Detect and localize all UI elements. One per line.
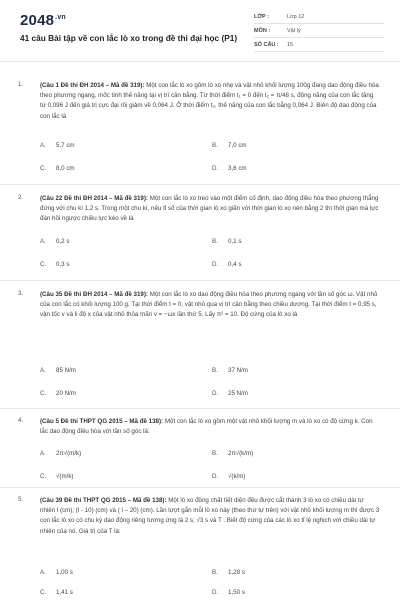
option-a[interactable]: A. 5,7 cm — [40, 142, 75, 149]
question-stem: (Câu 5 Đề thi THPT QG 2015 – Mã đề 138): Một con lắc lò xo gồm một vật nhỏ khối lượng m và lò xo có độ cứng k. Con lắc dao động điều hòa với tần số góc là: — [40, 418, 373, 436]
option-b[interactable]: B. 37 N/m — [212, 367, 248, 374]
document-meta — [254, 10, 384, 52]
option-a[interactable]: A. 2π√(m/k) — [40, 450, 82, 457]
question-divider — [0, 487, 400, 488]
option-b[interactable]: B. 7,0 cm — [212, 142, 247, 149]
meta-row-count: SỐ CÂU : 15 — [254, 38, 384, 52]
question-divider — [0, 184, 400, 185]
document-title: 41 câu Bài tập về con lắc lò xo trong đề thi đại học (P1) — [20, 33, 238, 43]
question-5: 5. (Câu 39 Đề thi THPT QG 2015 – Mã đề 138): Một lò xo đồng chất tiết diện đều được cắt thành 3 lò xo có chiều dài tự nhiên l (cm); (l - 10) (cm) và ( l – 20) (cm). Lần lượt gắn mỗi lò xo này (theo thứ tự trên) với vật nhỏ khối lượng m thì được 3 con lắc lò xo có chu kỳ dao động riêng tương ứng là 2 s; √3 s và T . Biết độ cứng của các lò xo tỉ lệ nghịch với chiều dài tự nhiên của nó. Giá trị của T là: A. 1,00 s B. 1,28 s C. 1,41 s D. 1,50 s — [18, 496, 380, 596]
option-d[interactable]: D. √(k/m) — [212, 473, 246, 480]
question-stem: (Câu 39 Đề thi THPT QG 2015 – Mã đề 138): Một lò xo đồng chất tiết diện đều được cắt thành 3 lò xo có chiều dài tự nhiên l (cm); (l - 10) (cm) và ( l – 20) (cm). Lần lượt gắn mỗi lò xo này (theo thứ tự trên) với vật nhỏ khối lượng m thì được 3 con lắc lò xo có chu kỳ dao động riêng tương ứng là 2 s; √3 s và T . Biết độ cứng của các lò xo tỉ lệ nghịch với chiều dài tự nhiên của nó. Giá trị của T là: — [40, 497, 380, 535]
option-c[interactable]: C. √(m/k) — [40, 473, 74, 480]
question-2: 2. (Câu 22 Đề thi ĐH 2014 – Mã đề 319): Một con lắc lò xo treo vào một điểm cố định, dao động điều hòa theo phương thẳng đứng với chu kì 1,2 s. Trong một chu kì, nếu tỉ số của thời gian lò xo giãn với thời gian lò xo nén bằng 2 thì thời gian mà lực đàn hồi ngược chiều lực kéo về là A. 0,2 s B. 0,1 s C. 0,3 s D. 0,4 s — [18, 194, 379, 268]
meta-row-class: LỚP : Lớp 12 — [254, 10, 384, 24]
option-c[interactable]: C. 0,3 s — [40, 261, 70, 268]
question-divider — [0, 280, 400, 281]
question-divider — [0, 408, 400, 409]
option-b[interactable]: B. 1,28 s — [212, 569, 245, 576]
option-d[interactable]: D. 25 N/m — [212, 390, 248, 397]
option-a[interactable]: A. 0,2 s — [40, 238, 70, 245]
option-b[interactable]: B. 0,1 s — [212, 238, 242, 245]
question-1: 1. (Câu 1 Đề thi ĐH 2014 – Mã đề 319): Một con lắc lò xo gồm lò xo nhẹ và vật nhỏ khối lượng 100g đang dao động điều hòa theo phương ngang, mốc tính thế năng tại vị trí cân bằng. Từ thời điểm t₁ = 0 đến t₂ = π/48 s, động năng của con lắc tăng từ 0,096 J đến giá trị cực đại rồi giảm về 0,064 J. Ở thời điểm t₂, thế năng của con lắc bằng 0,064 J. Biên độ dao động của con lắc là A. 5,7 cm B. 7,0 cm C. 8,0 cm D. 3,6 cm — [18, 81, 379, 172]
option-d[interactable]: D. 3,6 cm — [212, 165, 247, 172]
question-stem: (Câu 35 Đề thi ĐH 2014 – Mã đề 319): Một con lắc lò xo dao động điều hòa theo phương ngang với tần số góc ω. Vật nhỏ của con lắc có khối lượng 100 g. Tại thời điểm t = 0, vật nhỏ qua vị trí cân bằng theo chiều dương. Tại thời điểm t = 0,95 s, vận tốc v và li độ x của vật nhỏ thỏa mãn v = −ωx lần thứ 5. Lấy π² = 10. Độ cứng của lò xo là — [40, 291, 378, 319]
meta-row-subject: MÔN : Vật lý — [254, 24, 384, 38]
header-divider — [0, 61, 400, 62]
question-4: 4. (Câu 5 Đề thi THPT QG 2015 – Mã đề 138): Một con lắc lò xo gồm một vật nhỏ khối lượng m và lò xo có độ cứng k. Con lắc dao động điều hòa với tần số góc là: A. 2π√(m/k) B. 2π√(k/m) C. √(m/k) D. √(k/m) — [18, 417, 386, 487]
option-c[interactable]: C. 20 N/m — [40, 390, 76, 397]
option-a[interactable]: A. 85 N/m — [40, 367, 76, 374]
option-d[interactable]: D. 1,50 s — [212, 589, 245, 596]
question-stem: (Câu 22 Đề thi ĐH 2014 – Mã đề 319): Một con lắc lò xo treo vào một điểm cố định, dao động điều hòa theo phương thẳng đứng với chu kì 1,2 s. Trong một chu kì, nếu tỉ số của thời gian lò xo giãn với thời gian lò xo nén bằng 2 thì thời gian mà lực đàn hồi ngược chiều lực kéo về là — [40, 195, 379, 223]
option-c[interactable]: C. 8,0 cm — [40, 165, 75, 172]
site-logo[interactable]: $2048^{.vn}$ — [20, 12, 66, 29]
question-3: 3. (Câu 35 Đề thi ĐH 2014 – Mã đề 319): Một con lắc lò xo dao động điều hòa theo phương ngang với tần số góc ω. Vật nhỏ của con lắc có khối lượng 100 g. Tại thời điểm t = 0, vật nhỏ qua vị trí cân bằng theo chiều dương. Tại thời điểm t = 0,95 s, vận tốc v và li độ x của vật nhỏ thỏa mãn v = −ωx lần thứ 5. Lấy π² = 10. Độ cứng của lò xo là A. 85 N/m B. 37 N/m C. 20 N/m D. 25 N/m — [18, 290, 386, 405]
option-d[interactable]: D. 0,4 s — [212, 261, 242, 268]
option-a[interactable]: A. 1,00 s — [40, 569, 73, 576]
option-c[interactable]: C. 1,41 s — [40, 589, 73, 596]
question-stem: (Câu 1 Đề thi ĐH 2014 – Mã đề 319): Một con lắc lò xo gồm lò xo nhẹ và vật nhỏ khối lượng 100g đang dao động điều hòa theo phương ngang, mốc tính thế năng tại vị trí cân bằng. Từ thời điểm t₁ = 0 đến t₂ = π/48 s, động năng của con lắc tăng từ 0,096 J đến giá trị cực đại rồi giảm về 0,064 J. Ở thời điểm t₂, thế năng của con lắc bằng 0,064 J. Biên độ dao động của con lắc là — [40, 82, 379, 120]
option-b[interactable]: B. 2π√(k/m) — [212, 450, 254, 457]
